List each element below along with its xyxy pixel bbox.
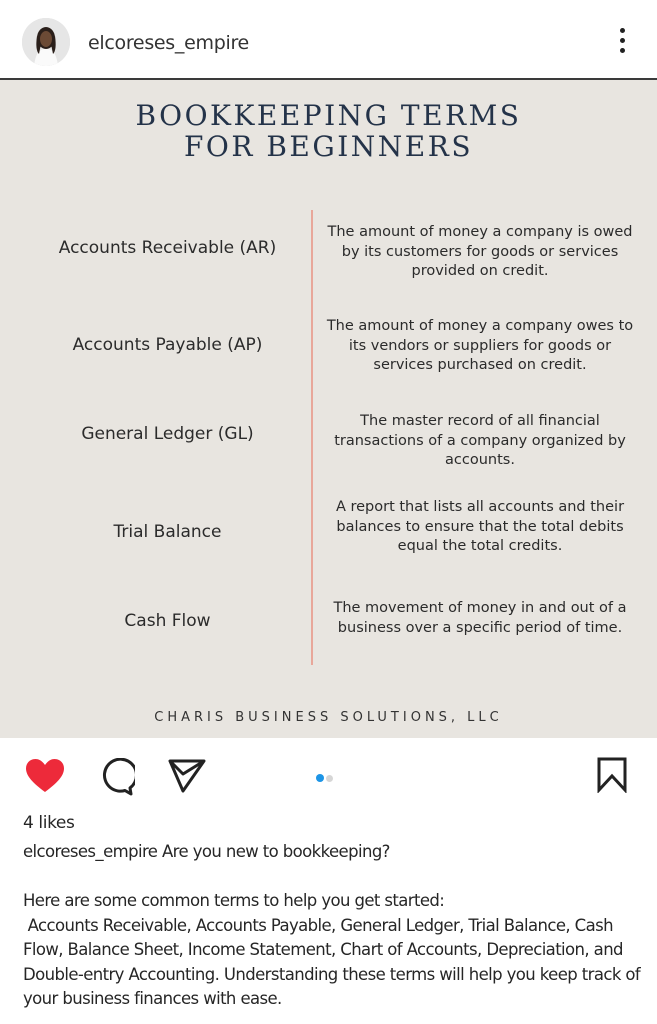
caption-first-line: Are you new to bookkeeping? <box>161 842 390 861</box>
username[interactable]: elcoreses_empire <box>88 32 249 54</box>
more-dot <box>620 48 625 53</box>
action-bar <box>0 738 657 810</box>
term-definition: The movement of money in and out of a business over a specific period of time. <box>333 600 627 636</box>
comment-button[interactable] <box>97 758 135 801</box>
send-icon <box>168 759 206 793</box>
save-button[interactable] <box>596 757 628 798</box>
carousel-dot <box>326 775 333 782</box>
post-title <box>0 100 657 162</box>
caption-body: Here are some common terms to help you get started: Accounts Receivable, Accounts Payable, General Ledger, Trial Balance, Cash Flow, Balance Sheet, Income Statement, Chart of Accounts, Depreciation, and Double-entry Accounting. Understanding these terms will help you keep track of your business finances with ease. <box>23 891 641 1008</box>
share-button[interactable] <box>168 759 206 798</box>
heart-filled-icon <box>25 758 65 794</box>
term-definition: A report that lists all accounts and their balances to ensure that the total debits equal the total credits. <box>335 499 625 554</box>
title-line-1: BOOKKEEPING TERMS <box>135 99 522 132</box>
comment-icon <box>97 758 135 796</box>
term-label: Accounts Payable (AP) <box>72 335 263 355</box>
post-caption <box>23 840 643 1012</box>
title-line-2: FOR BEGINNERS <box>183 130 473 163</box>
carousel-indicator <box>316 769 335 787</box>
post-header <box>0 0 657 80</box>
likes-count[interactable]: 4 likes <box>23 813 75 833</box>
bookmark-icon <box>596 757 628 793</box>
profile-photo-icon <box>22 18 70 66</box>
like-button[interactable] <box>25 758 65 799</box>
carousel-dot-active <box>316 774 324 782</box>
more-vertical-icon <box>620 28 625 33</box>
caption-username[interactable]: elcoreses_empire <box>23 842 158 861</box>
post-image[interactable] <box>0 80 657 738</box>
more-dot <box>620 38 625 43</box>
term-label: Cash Flow <box>124 611 211 631</box>
term-label: Accounts Receivable (AR) <box>58 238 277 258</box>
term-definition: The amount of money a company is owed by its customers for goods or services provided on credit. <box>327 224 633 279</box>
avatar[interactable] <box>22 18 70 66</box>
term-definition: The amount of money a company owes to its vendors or suppliers for goods or services purchased on credit. <box>326 318 634 373</box>
more-options-button[interactable] <box>610 26 634 56</box>
column-divider <box>311 210 313 665</box>
term-definition: The master record of all financial transactions of a company organized by accounts. <box>334 413 626 468</box>
term-label: Trial Balance <box>113 522 222 542</box>
brand-footer: CHARIS BUSINESS SOLUTIONS, LLC <box>154 710 503 725</box>
term-label: General Ledger (GL) <box>81 424 254 444</box>
